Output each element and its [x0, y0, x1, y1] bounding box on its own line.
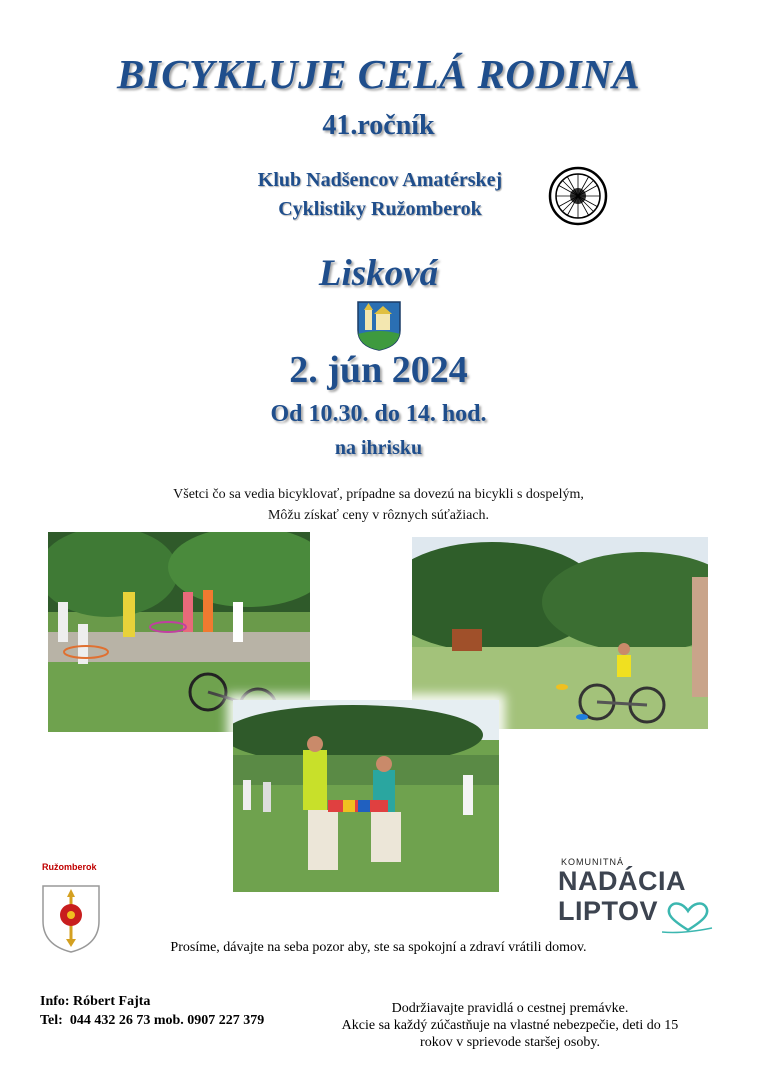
event-venue: na ihrisku: [334, 437, 423, 459]
club-name-line2: Cyklistiky Ružomberok: [278, 198, 482, 220]
foundation-name-line1: NADÁCIA: [558, 866, 686, 896]
rules-line-1: Dodržiavajte pravidlá o cestnej premávke.: [391, 1001, 629, 1016]
intro-line-1: Všetci čo sa vedia bicyklovať, prípadne sa dovezú na bicykli s dospelým,: [173, 487, 584, 502]
foundation-name-line2: LIPTOV: [558, 896, 659, 926]
contact-name: Info: Róbert Fajta: [40, 994, 151, 1009]
caution-note: Prosíme, dávajte na seba pozor aby, ste sa spokojní a zdraví vrátili domov.: [170, 940, 587, 955]
rules-line-2: Akcie sa každý zúčastňuje na vlastné nebezpečie, deti do 15: [341, 1018, 679, 1033]
poster-title: BICYKLUJE CELÁ RODINA: [116, 51, 641, 97]
heart-icon: [662, 900, 714, 934]
rules-line-3: rokov v sprievode staršej osoby.: [420, 1035, 600, 1050]
village-coat-of-arms-icon: [356, 300, 402, 352]
foundation-small-label: KOMUNITNÁ: [561, 857, 624, 867]
club-wheel-logo-icon: [548, 166, 608, 226]
event-date: 2. jún 2024: [289, 349, 468, 391]
club-name-line1: Klub Nadšencov Amatérskej: [257, 169, 503, 191]
city-label: Ružomberok: [42, 862, 97, 872]
contact-phone: Tel: 044 432 26 73 mob. 0907 227 379: [40, 1013, 265, 1028]
photo-sack-race: [233, 700, 499, 892]
event-time: Od 10.30. do 14. hod.: [270, 401, 487, 427]
intro-line-2: Môžu získať ceny v rôznych súťažiach.: [267, 508, 490, 523]
place-name: Lisková: [318, 253, 439, 294]
edition-label: 41.ročník: [322, 110, 435, 141]
